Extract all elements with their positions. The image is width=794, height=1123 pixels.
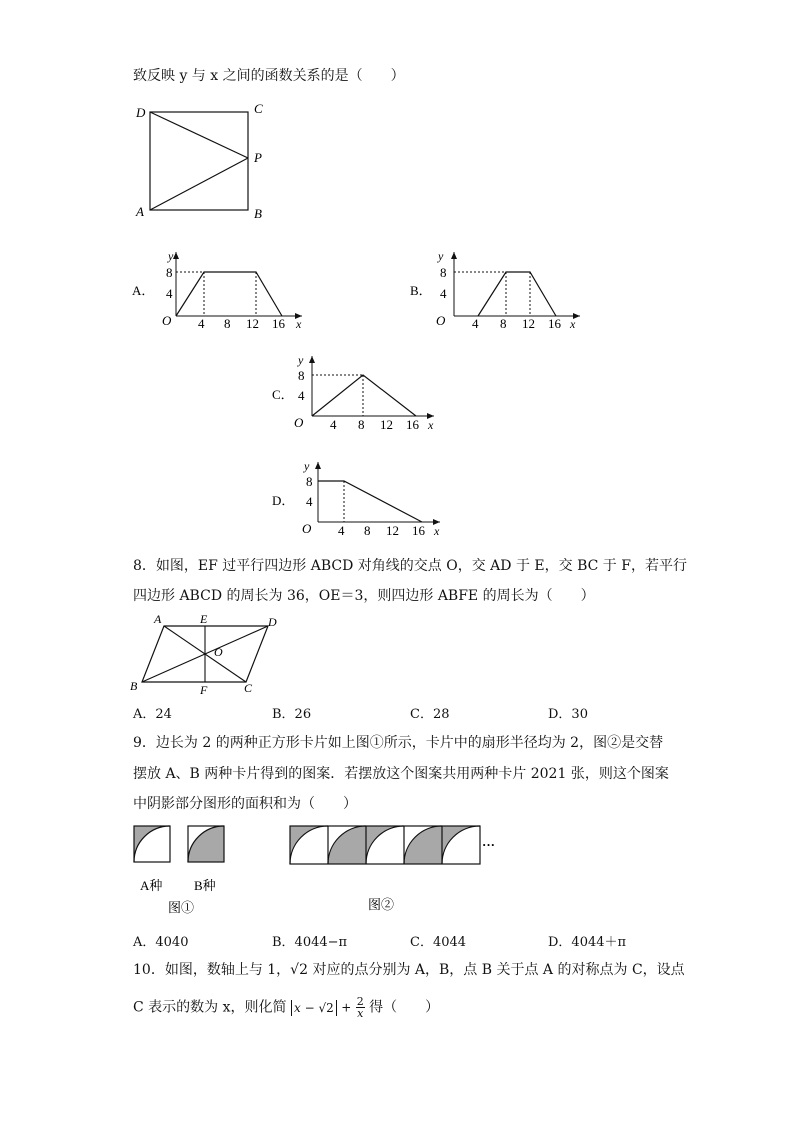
q9-choice-d: D．4044＋π [548,935,627,950]
q8-choice-a: A．24 [133,707,172,722]
fraction-numerator: 2 [356,995,364,1008]
card-b [188,826,224,862]
q10-line-2-end: 得（ ） [369,999,440,1016]
tick-x-8: 8 [224,316,231,331]
tick-x-4: 4 [472,316,479,331]
axis-x-label: x [296,317,302,331]
option-letter: A． [132,283,155,298]
q9-card-figures [128,822,508,922]
q9-choice-a: A．4040 [133,935,189,950]
tick-x-16: 16 [548,316,561,331]
tick-x-4: 4 [198,316,205,331]
tick-y-4: 4 [166,286,173,301]
tick-y-4: 4 [306,494,313,509]
tick-y-8: 8 [440,265,447,280]
option-letter: C． [272,387,294,402]
axis-y-label: y [298,353,304,367]
plus-sign: + [341,1000,352,1015]
label-c: C [244,681,253,695]
q8-choice-b: B．26 [272,707,312,722]
q9-line-3: 中阴影部分图形的面积和为（ ） [133,796,357,812]
fraction-denominator: x [357,1007,364,1020]
label-d: D [268,615,277,629]
axis-y-label: y [438,249,444,263]
q10-line-1: 10．如图，数轴上与 1，√2 对应的点分别为 A，B，点 B 关于点 A 的对称点为 C，设点 [133,962,685,978]
q7-option-c-graph [270,352,450,437]
tick-x-12: 12 [522,316,535,331]
q9-line-2: 摆放 A、B 两种卡片得到的图案．若摆放这个图案共用两种卡片 2021 张，则这个图案 [133,766,669,782]
abs-x: x [293,1000,301,1015]
tick-x-12: 12 [380,417,393,432]
label-c: C [254,101,263,116]
tick-y-8: 8 [306,474,313,489]
figure-2-caption: 图② [368,897,395,912]
tick-y-8: 8 [298,368,305,383]
q8-line-1: 8．如图，EF 过平行四边形 ABCD 对角线的交点 O，交 AD 于 E，交 BC 于 F，若平行 [133,558,687,574]
q9-line-1: 9．边长为 2 的两种正方形卡片如上图①所示，卡片中的扇形半径均为 2，图②是交替 [133,735,664,751]
tick-x-12: 12 [386,523,399,538]
q7-stem-tail: 致反映 y 与 x 之间的函数关系的是（ ） [133,68,405,84]
tick-x-4: 4 [330,417,337,432]
tick-x-16: 16 [272,316,285,331]
q9-choice-b: B．4044−π [272,935,348,950]
origin-label: O [436,313,446,328]
axis-x-label: x [434,524,440,538]
label-a: A [136,204,144,219]
tick-x-16: 16 [406,417,419,432]
tick-x-12: 12 [246,316,259,331]
origin-label: O [294,415,304,430]
label-f: F [200,683,208,697]
card-a-label: A种 [140,878,163,893]
q8-choice-d: D．30 [548,707,588,722]
axis-y-label: y [168,249,174,263]
axis-x-label: x [570,317,576,331]
tick-x-8: 8 [358,417,365,432]
card-a [134,826,170,862]
pattern-row [290,826,480,864]
label-o: O [214,645,223,659]
q7-square-figure [130,98,280,228]
tick-x-8: 8 [500,316,507,331]
tick-y-4: 4 [440,286,447,301]
q9-choice-c: C．4044 [410,935,467,950]
ellipsis: ··· [482,837,496,852]
label-a: A [154,612,162,626]
q7-option-b-graph [408,248,588,333]
fraction [356,996,365,1019]
label-b: B [130,679,138,693]
axis-x-label: x [428,418,434,432]
q8-parallelogram-figure [128,612,288,697]
q8-choice-c: C．28 [410,707,450,722]
axis-y-label: y [304,459,310,473]
label-b: B [254,206,262,221]
q8-line-2: 四边形 ABCD 的周长为 36，OE＝3，则四边形 ABFE 的周长为（ ） [133,588,595,604]
q10-line-2-start: C 表示的数为 x，则化简 [133,999,287,1016]
tick-y-8: 8 [166,265,173,280]
figure-1-caption: 图① [168,900,195,915]
card-b-label: B种 [194,878,216,893]
abs-expression [291,1000,337,1016]
option-letter: B． [410,283,432,298]
tick-x-8: 8 [364,523,371,538]
q7-option-d-graph [270,458,450,543]
label-d: D [136,105,146,120]
label-e: E [200,612,208,626]
tick-x-4: 4 [338,523,345,538]
abs-minus: − [304,1000,315,1015]
origin-label: O [302,521,312,536]
origin-label: O [162,313,172,328]
option-letter: D． [272,493,295,508]
tick-x-16: 16 [412,523,425,538]
abs-sqrt: √2 [318,1000,334,1015]
q7-option-a-graph [130,248,310,333]
q10-line-2 [133,996,439,1019]
label-p: P [254,150,262,165]
tick-y-4: 4 [298,388,305,403]
